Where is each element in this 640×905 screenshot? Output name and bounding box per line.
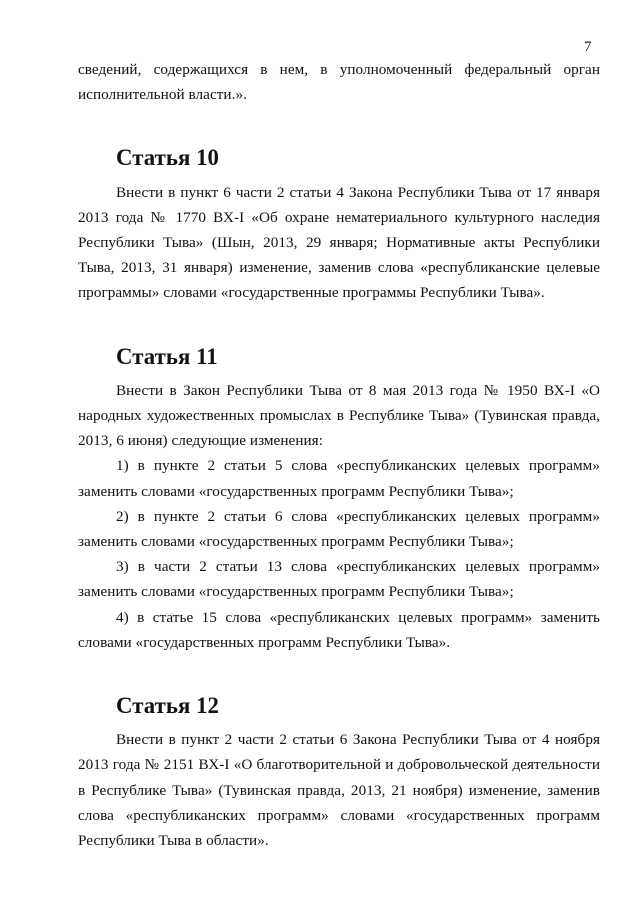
article-12-text: Внести в пункт 2 части 2 статьи 6 Закона Республики Тыва от 4 ноября 2013 года № 2151 ВХ-I «О благотворительной и добровольческой деятельности в Республике Тыва» (Тувинская правда, 2013, 21 ноября) изменение, заменив слова «республиканских программ» словами «государственных программ Республики Тыва в области». xyxy=(78,731,600,850)
page-number: 7 xyxy=(584,39,592,55)
article-11-item-3: 3) в части 2 статьи 13 слова «республиканских целевых программ» заменить словами «государственных программ Республики Тыва»; xyxy=(78,558,600,601)
article-10 xyxy=(78,145,600,305)
article-11-text: Внести в Закон Республики Тыва от 8 мая 2013 года № 1950 ВХ-I «О народных художественных промыслах в Республике Тыва» (Тувинская правда, 2013, 6 июня) следующие изменения: xyxy=(78,381,600,450)
article-11-item-1: 1) в пункте 2 статьи 5 слова «республиканских целевых программ» заменить словами «государственных программ Республики Тыва»; xyxy=(78,457,600,500)
article-12 xyxy=(78,693,600,853)
article-11 xyxy=(78,344,600,655)
article-12-heading: Статья 12 xyxy=(116,693,219,719)
article-11-item-2: 2) в пункте 2 статьи 6 слова «республиканских целевых программ» заменить словами «государственных программ Республики Тыва»; xyxy=(78,507,600,551)
article-10-text: Внести в пункт 6 части 2 статьи 4 Закона Республики Тыва от 17 января 2013 года № 1770 ВХ-I «Об охране нематериального культурного наследия Республики Тыва» (Шын, 2013, 29 января; Нормативные акты Республики Тыва, 2013, 31 января) изменение, заменив слова «республиканские целевые программы» словами «государственные программы Республики Тыва». xyxy=(78,183,600,302)
intro-paragraph: сведений, содержащихся в нем, в уполномоченный федеральный орган исполнительной власти.». xyxy=(78,61,600,104)
article-11-heading: Статья 11 xyxy=(116,343,218,369)
document-body xyxy=(78,57,600,853)
article-10-heading: Статья 10 xyxy=(116,145,219,171)
article-11-item-4: 4) в статье 15 слова «республиканских целевых программ» заменить словами «государственных программ Республики Тыва». xyxy=(78,608,600,651)
